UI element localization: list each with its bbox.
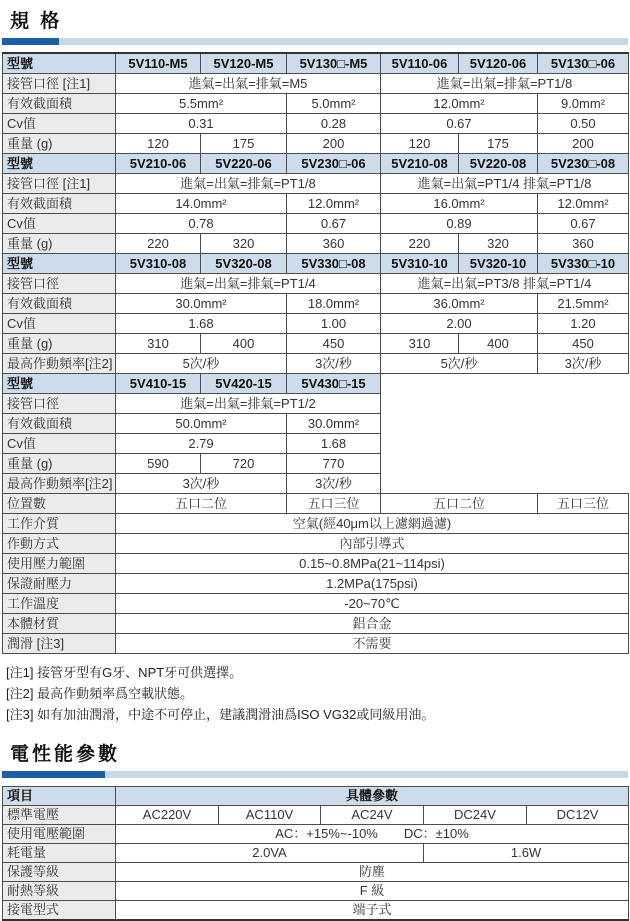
spec-value-cell: 450 xyxy=(287,334,381,354)
protection-row xyxy=(3,863,629,882)
spec-value-cell: 310 xyxy=(381,334,459,354)
area-row xyxy=(3,94,629,114)
row-label-cell: 接電型式 xyxy=(3,901,116,921)
row-label-cell: 有效截面積 xyxy=(3,194,116,214)
row-label-cell: 重量 (g) xyxy=(3,134,116,154)
voltage-cell: DC24V xyxy=(424,806,527,825)
row-label-cell: 位置數 xyxy=(3,494,116,514)
spec-value-cell: 鋁合金 xyxy=(116,614,629,634)
row-label-cell: 本體材質 xyxy=(3,614,116,634)
spec-value-cell: 175 xyxy=(459,134,538,154)
frequency-row xyxy=(3,354,629,374)
row-label-cell: 最高作動頻率[注2] xyxy=(3,474,116,494)
row-label-cell: 有效截面積 xyxy=(3,94,116,114)
model-cell: 5V110-M5 xyxy=(116,53,201,74)
spec-value-cell: 5次/秒 xyxy=(116,354,287,374)
cv-row xyxy=(3,114,629,134)
spec-value-cell: 720 xyxy=(201,454,287,474)
spec-value-cell: 175 xyxy=(201,134,287,154)
positions-row xyxy=(3,494,629,514)
port-row xyxy=(3,74,629,94)
row-label-cell: 保證耐壓力 xyxy=(3,574,116,594)
common-row xyxy=(3,554,629,574)
spec-value-cell: 1.68 xyxy=(116,314,287,334)
voltage-row xyxy=(3,806,629,825)
model-header-row xyxy=(3,154,629,174)
weight-row xyxy=(3,334,629,354)
spec-value-cell: 0.78 xyxy=(116,214,287,234)
voltage-cell: AC110V xyxy=(219,806,321,825)
spec-value-cell: 五口二位 xyxy=(116,494,287,514)
spec-value-cell: 2.0VA xyxy=(116,844,424,863)
voltage-cell: DC12V xyxy=(527,806,629,825)
spec-value-cell: 12.0mm² xyxy=(381,94,538,114)
spec-value-cell: 內部引導式 xyxy=(116,534,629,554)
spec-value-cell: 3次/秒 xyxy=(287,474,381,494)
spec-value-cell: 360 xyxy=(287,234,381,254)
spec-value-cell: 進氣=出氣=排氣=PT1/4 xyxy=(116,274,381,294)
model-cell: 5V210-06 xyxy=(116,154,201,174)
electrical-title-underline xyxy=(2,771,628,778)
spec-value-cell: 360 xyxy=(538,234,629,254)
model-cell: 5V420-15 xyxy=(201,374,287,394)
spec-value-cell: 120 xyxy=(116,134,201,154)
row-label-cell: 型號 xyxy=(3,374,116,394)
row-label-cell: 工作溫度 xyxy=(3,594,116,614)
electrical-table xyxy=(2,786,629,921)
spec-value-cell: 12.0mm² xyxy=(287,194,381,214)
spec-value-cell: 0.28 xyxy=(287,114,381,134)
spec-value-cell: 3次/秒 xyxy=(116,474,287,494)
notes xyxy=(6,662,628,725)
weight-row xyxy=(3,234,629,254)
model-cell: 5V330□-10 xyxy=(538,254,629,274)
model-cell: 5V320-10 xyxy=(459,254,538,274)
model-header-row xyxy=(3,53,629,74)
row-label-cell: Cv值 xyxy=(3,114,116,134)
spec-value-cell: 不需要 xyxy=(116,634,629,654)
model-header-row xyxy=(3,374,629,394)
spec-value-cell: 12.0mm² xyxy=(538,194,629,214)
spec-value-cell: 320 xyxy=(201,234,287,254)
model-cell: 5V120-06 xyxy=(459,53,538,74)
spec-value-cell: 400 xyxy=(201,334,287,354)
model-header-row xyxy=(3,254,629,274)
spec-value-cell: 端子式 xyxy=(116,901,629,921)
row-label-cell: 重量 (g) xyxy=(3,454,116,474)
row-label-cell: 型號 xyxy=(3,254,116,274)
row-label-cell: Cv值 xyxy=(3,214,116,234)
accent-bar-light xyxy=(59,38,628,45)
specs-title-underline xyxy=(2,38,628,45)
row-label-cell: Cv值 xyxy=(3,434,116,454)
spec-value-cell: 1.20 xyxy=(538,314,629,334)
model-cell: 5V220-08 xyxy=(459,154,538,174)
spec-value-cell: -20~70℃ xyxy=(116,594,629,614)
row-label-cell: 接管口徑 xyxy=(3,274,116,294)
spec-table xyxy=(2,52,629,654)
electrical-header-row xyxy=(3,787,629,806)
spec-value-cell: 220 xyxy=(381,234,459,254)
row-label-cell: Cv值 xyxy=(3,314,116,334)
spec-value-cell: 3次/秒 xyxy=(287,354,381,374)
spec-value-cell: 0.15~0.8MPa(21~114psi) xyxy=(116,554,629,574)
model-cell: 5V130□-M5 xyxy=(287,53,381,74)
section-title-electrical: 電性能參數 xyxy=(10,744,121,765)
model-cell: 5V410-15 xyxy=(116,374,201,394)
terminal-row xyxy=(3,901,629,921)
spec-value-cell: 310 xyxy=(116,334,201,354)
spec-value-cell: 進氣=出氣=PT3/8 排氣=PT1/4 xyxy=(381,274,629,294)
spec-value-cell: 5.5mm² xyxy=(116,94,287,114)
row-label-cell: 接管口徑 [注1] xyxy=(3,174,116,194)
spec-value-cell: 50.0mm² xyxy=(116,414,287,434)
model-cell: 5V110-06 xyxy=(381,53,459,74)
spec-value-cell: 9.0mm² xyxy=(538,94,629,114)
spec-value-cell: 0.67 xyxy=(538,214,629,234)
row-label-cell: 工作介質 xyxy=(3,514,116,534)
spec-value-cell: 進氣=出氣=排氣=PT1/2 xyxy=(116,394,381,414)
common-row xyxy=(3,534,629,554)
model-cell: 5V130□-06 xyxy=(538,53,629,74)
spec-value-cell: 2.79 xyxy=(116,434,287,454)
spec-value-cell: 120 xyxy=(381,134,459,154)
accent-bar-light xyxy=(105,771,628,778)
voltage-cell: AC220V xyxy=(116,806,219,825)
model-cell: 5V330□-08 xyxy=(287,254,381,274)
spec-value-cell: 200 xyxy=(287,134,381,154)
spec-value-cell: 進氣=出氣=排氣=PT1/8 xyxy=(116,174,381,194)
model-cell: 5V230□-08 xyxy=(538,154,629,174)
spec-value-cell: 進氣=出氣=排氣=M5 xyxy=(116,74,381,94)
common-row xyxy=(3,634,629,654)
spec-value-cell: 0.89 xyxy=(381,214,538,234)
spec-value-cell: 770 xyxy=(287,454,381,474)
row-label-cell: 接管口徑 xyxy=(3,394,116,414)
spec-value-cell: 21.5mm² xyxy=(538,294,629,314)
spec-value-cell: 220 xyxy=(116,234,201,254)
voltage-range-row xyxy=(3,825,629,844)
spec-value-cell: 30.0mm² xyxy=(116,294,287,314)
empty-region xyxy=(381,374,629,494)
spec-value-cell: 1.68 xyxy=(287,434,381,454)
common-row xyxy=(3,574,629,594)
model-cell: 5V230□-06 xyxy=(287,154,381,174)
row-label-cell: 潤滑 [注3] xyxy=(3,634,116,654)
spec-value-cell: 進氣=出氣=排氣=PT1/8 xyxy=(381,74,629,94)
row-label-cell: 最高作動頻率[注2] xyxy=(3,354,116,374)
model-cell: 5V120-M5 xyxy=(201,53,287,74)
accent-bar-dark xyxy=(2,771,105,778)
spec-value-cell: 400 xyxy=(459,334,538,354)
spec-value-cell: AC：+15%~-10% DC：±10% xyxy=(116,825,629,844)
spec-value-cell: 5.0mm² xyxy=(287,94,381,114)
spec-value-cell: 五口三位 xyxy=(287,494,381,514)
note-line: [注2] 最高作動頻率爲空載狀態。 xyxy=(6,686,194,701)
row-label-cell: 標準電壓 xyxy=(3,806,116,825)
weight-row xyxy=(3,134,629,154)
item-header-cell: 項目 xyxy=(3,787,116,806)
row-label-cell: 耐熱等級 xyxy=(3,882,116,901)
model-cell: 5V210-08 xyxy=(381,154,459,174)
row-label-cell: 型號 xyxy=(3,53,116,74)
spec-value-cell: 1.2MPa(175psi) xyxy=(116,574,629,594)
spec-value-cell: 14.0mm² xyxy=(116,194,287,214)
spec-value-cell: 0.50 xyxy=(538,114,629,134)
row-label-cell: 保護等級 xyxy=(3,863,116,882)
spec-value-cell: 590 xyxy=(116,454,201,474)
spec-value-cell: 36.0mm² xyxy=(381,294,538,314)
common-row xyxy=(3,594,629,614)
spec-value-cell: 2.00 xyxy=(381,314,538,334)
spec-value-cell: 0.67 xyxy=(287,214,381,234)
spec-value-cell: 1.6W xyxy=(424,844,629,863)
model-cell: 5V220-06 xyxy=(201,154,287,174)
common-row xyxy=(3,514,629,534)
port-row xyxy=(3,274,629,294)
spec-value-cell: 18.0mm² xyxy=(287,294,381,314)
spec-value-cell: 450 xyxy=(538,334,629,354)
spec-value-cell: 30.0mm² xyxy=(287,414,381,434)
accent-bar-dark xyxy=(2,38,59,45)
common-row xyxy=(3,614,629,634)
row-label-cell: 重量 (g) xyxy=(3,334,116,354)
spec-value-cell: F 級 xyxy=(116,882,629,901)
spec-value-cell: 0.31 xyxy=(116,114,287,134)
row-label-cell: 使用壓力範圍 xyxy=(3,554,116,574)
spec-value-cell: 防塵 xyxy=(116,863,629,882)
spec-value-cell: 五口三位 xyxy=(538,494,629,514)
row-label-cell: 耗電量 xyxy=(3,844,116,863)
cv-row xyxy=(3,314,629,334)
note-line: [注3] 如有加油潤滑，中途不可停止，建議潤滑油爲ISO VG32或同級用油。 xyxy=(6,707,435,722)
section-title-specs: 規 格 xyxy=(10,11,63,32)
spec-value-cell: 五口二位 xyxy=(381,494,538,514)
area-row xyxy=(3,294,629,314)
row-label-cell: 接管口徑 [注1] xyxy=(3,74,116,94)
spec-value-cell: 1.00 xyxy=(287,314,381,334)
model-cell: 5V310-08 xyxy=(116,254,201,274)
row-label-cell: 有效截面積 xyxy=(3,414,116,434)
port-row xyxy=(3,174,629,194)
row-label-cell: 作動方式 xyxy=(3,534,116,554)
voltage-cell: AC24V xyxy=(321,806,424,825)
area-row xyxy=(3,194,629,214)
model-cell: 5V430□-15 xyxy=(287,374,381,394)
spec-value-cell: 5次/秒 xyxy=(381,354,538,374)
row-label-cell: 型號 xyxy=(3,154,116,174)
model-cell: 5V320-08 xyxy=(201,254,287,274)
params-header-cell: 具體參數 xyxy=(116,787,629,806)
row-label-cell: 重量 (g) xyxy=(3,234,116,254)
spec-value-cell: 進氣=出氣=PT1/4 排氣=PT1/8 xyxy=(381,174,629,194)
note-line: [注1] 接管牙型有G牙、NPT牙可供選擇。 xyxy=(6,665,243,680)
heat-class-row xyxy=(3,882,629,901)
row-label-cell: 使用電壓範圍 xyxy=(3,825,116,844)
row-label-cell: 有效截面積 xyxy=(3,294,116,314)
spec-value-cell: 320 xyxy=(459,234,538,254)
spec-value-cell: 3次/秒 xyxy=(538,354,629,374)
model-cell: 5V310-10 xyxy=(381,254,459,274)
spec-value-cell: 200 xyxy=(538,134,629,154)
spec-value-cell: 0.67 xyxy=(381,114,538,134)
spec-value-cell: 16.0mm² xyxy=(381,194,538,214)
cv-row xyxy=(3,214,629,234)
power-row xyxy=(3,844,629,863)
spec-value-cell: 空氣(經40μm以上濾網過濾) xyxy=(116,514,629,534)
